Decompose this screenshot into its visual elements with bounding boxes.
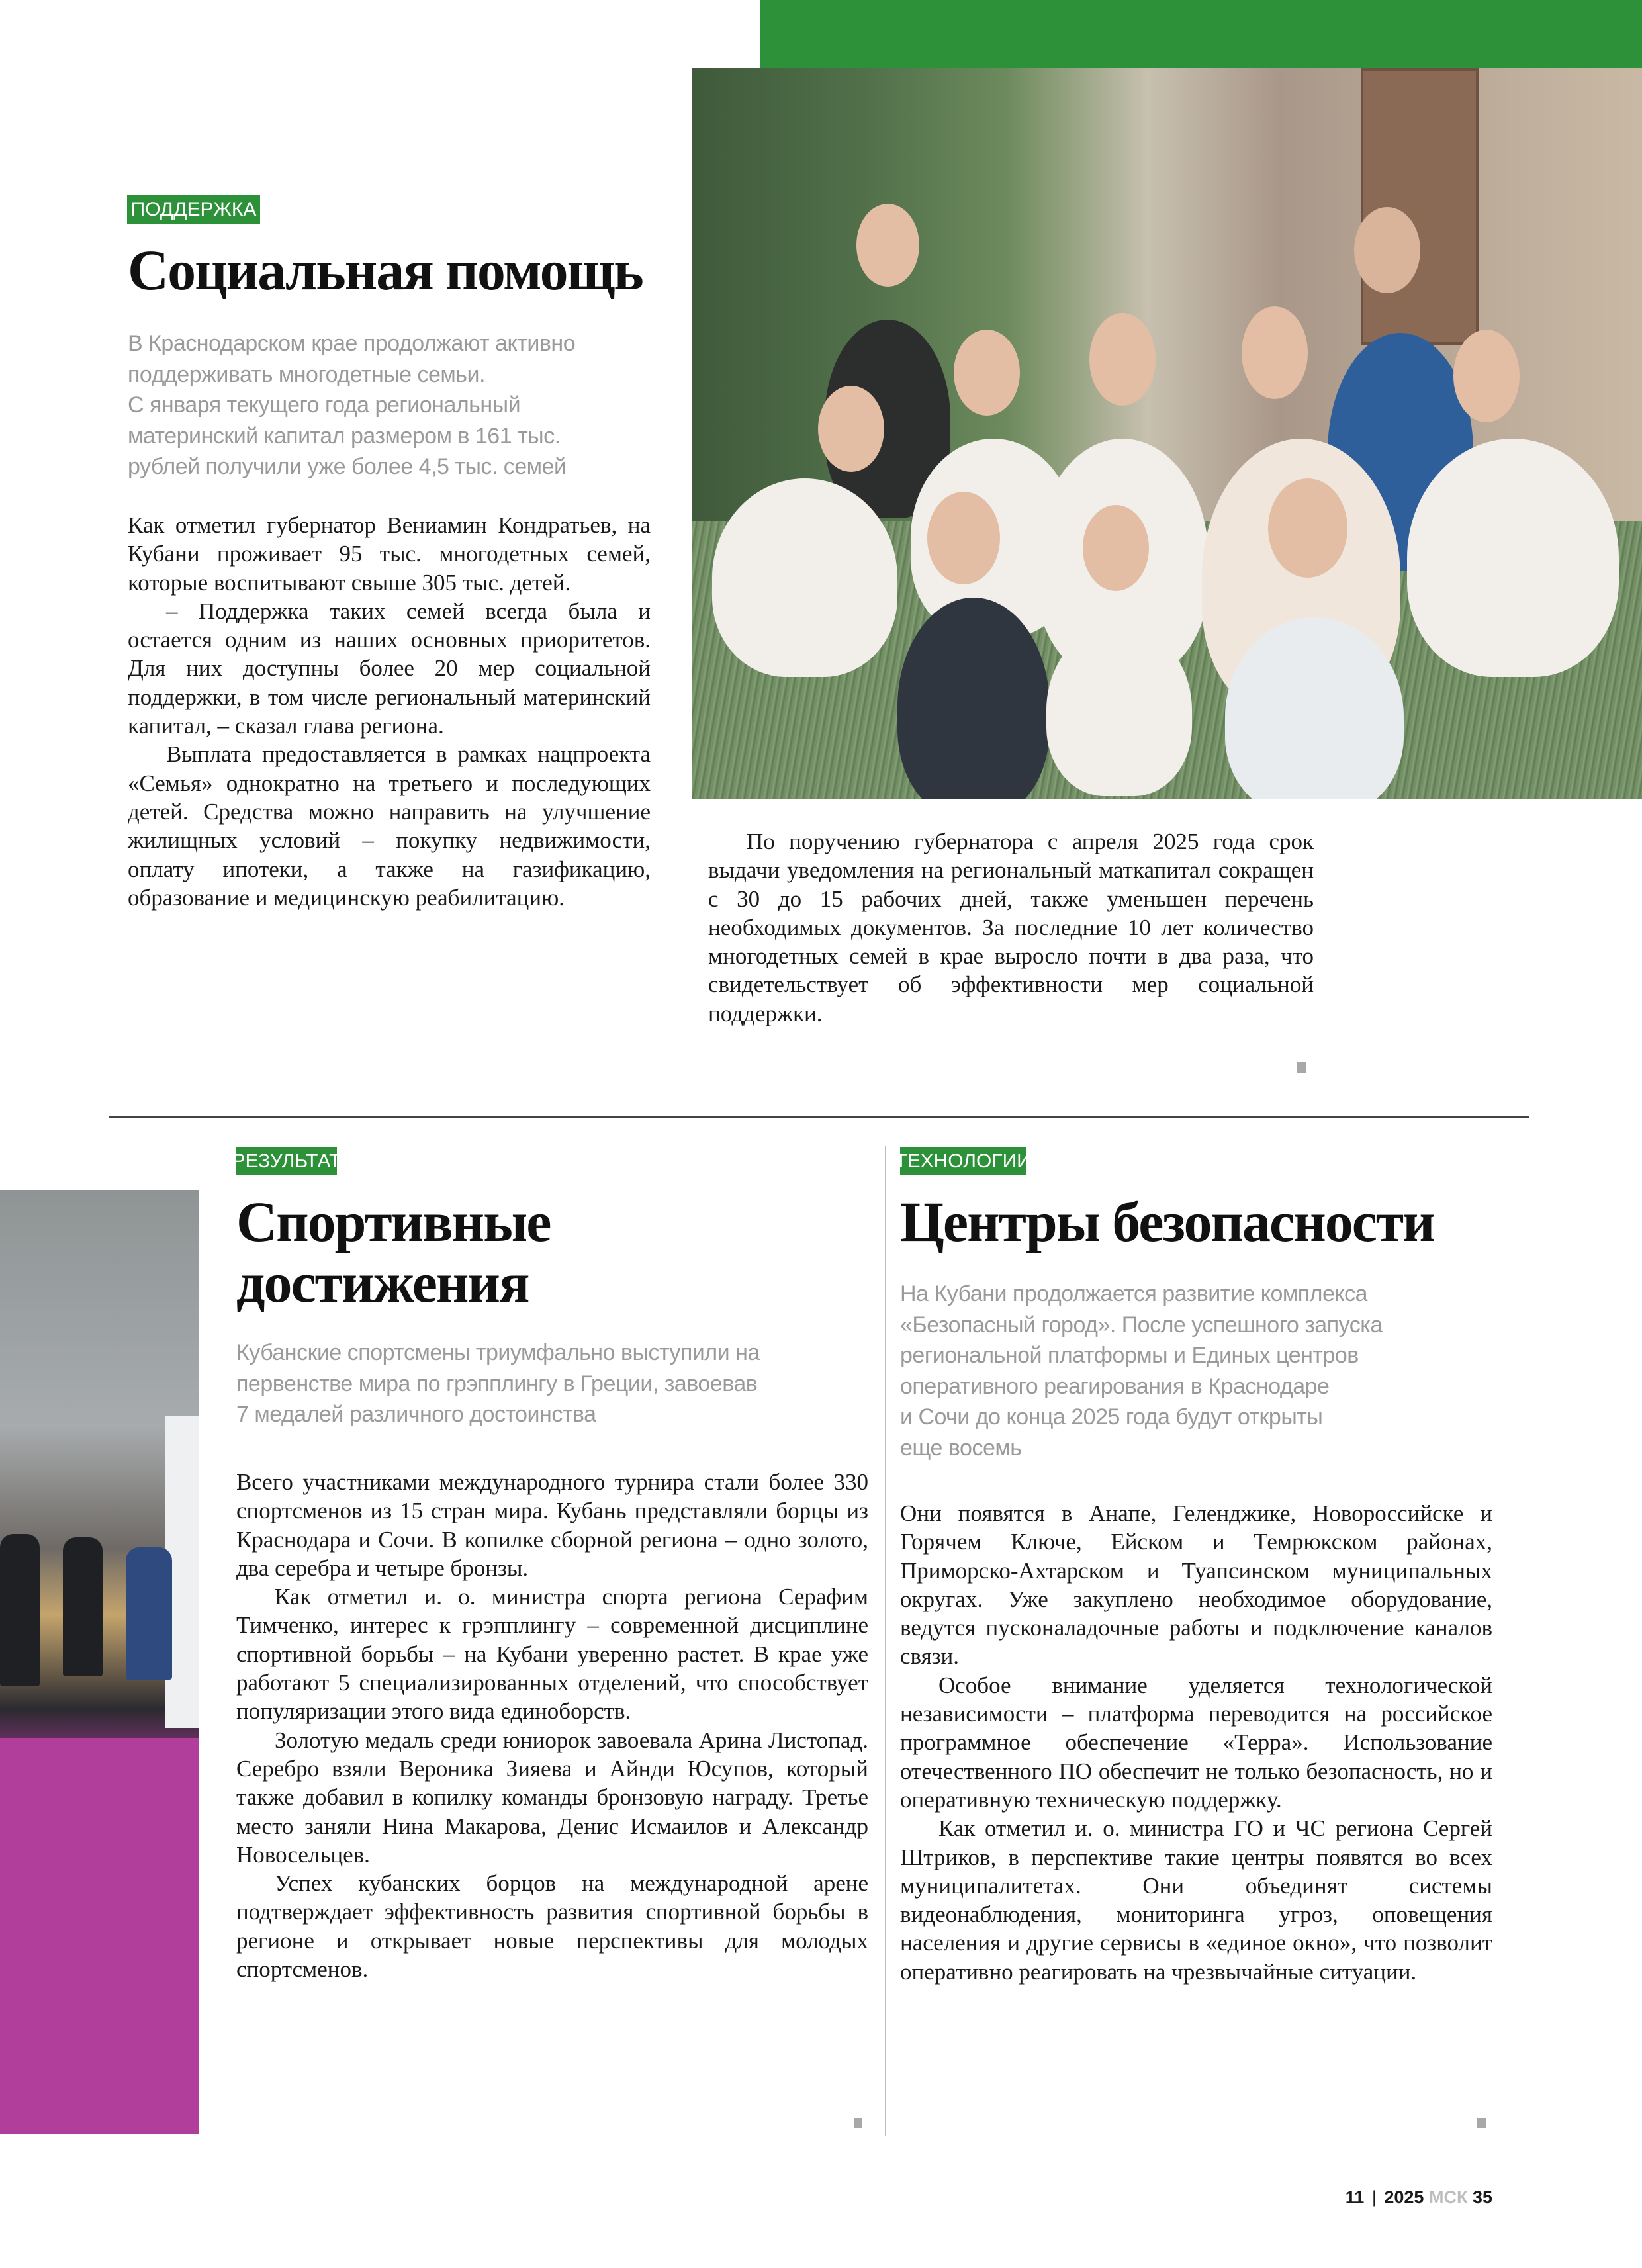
- person-figure: [1407, 439, 1619, 677]
- lead-line: оперативного реагирования в Краснодаре: [900, 1373, 1330, 1399]
- lead-line: С января текущего года региональный: [128, 392, 521, 418]
- article-body-sport: [236, 1468, 868, 1983]
- lead-line: материнский капитал размером в 161 тыс.: [128, 423, 561, 449]
- person-head: [818, 386, 884, 472]
- paragraph: Особое внимание уделяется технологической независимости – платформа переводится на российское программное обеспечение «Терра». Использование отечественного ПО обеспечит не только безопасность, но и оперативную техническую поддержку.: [900, 1672, 1492, 1813]
- article-lead-sport: [236, 1338, 872, 1430]
- article-title-sport: [236, 1191, 858, 1313]
- article-body-social-col1: [128, 511, 651, 912]
- lead-line: «Безопасный город». После успешного запуска: [900, 1312, 1383, 1338]
- paragraph: Как отметил губернатор Вениамин Кондратьев, на Кубани проживает 95 тыс. многодетных семей, которые воспитывают свыше 305 тыс. детей.: [128, 512, 651, 596]
- child-head: [1268, 478, 1347, 578]
- section-divider: [109, 1116, 1529, 1118]
- person-head: [1089, 313, 1156, 406]
- lead-line: еще восемь: [900, 1435, 1022, 1461]
- paragraph: Выплата предоставляется в рамках нацпроекта «Семья» однократно на третьего и последующих детей. Средства можно направить на улучшение жилищных условий – покупку недвижимости, оплату ипотеки, а также на газификацию, образование и медицинскую реабилитацию.: [128, 741, 651, 911]
- end-of-article-mark: [1477, 2118, 1486, 2128]
- article-lead-social: [128, 328, 670, 482]
- child-head: [927, 492, 1000, 584]
- page-footer: [1346, 2187, 1492, 2208]
- page-number: 35: [1472, 2187, 1492, 2207]
- column-divider: [885, 1146, 886, 2136]
- article-body-social-col2: [708, 827, 1314, 1028]
- section-tag-support: ПОДДЕРЖКА: [127, 195, 260, 224]
- person-head: [1242, 306, 1308, 399]
- article-body-tech: [900, 1499, 1492, 1986]
- person-figure: [712, 478, 897, 677]
- issue-number: 11: [1345, 2187, 1365, 2207]
- issue-year: 2025: [1384, 2187, 1424, 2207]
- person-head: [954, 330, 1020, 416]
- title-line: Спортивные: [236, 1190, 551, 1253]
- paragraph: Как отметил и. о. министра ГО и ЧС региона Сергей Штриков, в перспективе такие центры появятся во всех муниципалитетах. Они объединят системы видеонаблюдения, мониторинга угроз, оповещения населения и другие сервисы в «единое окно», что позволит оперативно реагировать на чрезвычайные ситуации.: [900, 1815, 1492, 1985]
- door-decor: [1361, 68, 1479, 345]
- article-title-social: Социальная помощь: [128, 238, 643, 302]
- paragraph: – Поддержка таких семей всегда была и остается одним из наших основных приоритетов. Для них доступны более 20 мер социальной поддержки, в том числе региональный материнский капитал, – сказал глава региона.: [128, 598, 651, 739]
- section-tag-technology: ТЕХНОЛОГИИ: [900, 1147, 1026, 1175]
- expo-photo: [0, 1190, 199, 2134]
- footer-separator: |: [1371, 2187, 1377, 2207]
- child-head: [1083, 505, 1149, 591]
- floor-decor: [0, 1738, 199, 2134]
- paragraph: Они появятся в Анапе, Геленджике, Новороссийске и Горячем Ключе, Ейском и Темрюкском районах, Приморско-Ахтарском и Туапсинском муниципальных округах. Уже закуплено необходимое оборудование, ведутся пусконаладочные работы и подключение каналов связи.: [900, 1500, 1492, 1670]
- lead-line: первенстве мира по грэпплингу в Греции, завоевав: [236, 1371, 758, 1396]
- lead-line: рублей получили уже более 4,5 тыс. семей: [128, 454, 567, 479]
- publication-brand: МСК: [1428, 2187, 1468, 2207]
- end-of-article-mark: [854, 2118, 862, 2128]
- lead-line: и Сочи до конца 2025 года будут открыты: [900, 1404, 1323, 1429]
- paragraph: Как отметил и. о. министра спорта региона Серафим Тимченко, интерес к грэпплингу – современной дисциплине спортивной борьбы – на Кубани уверенно растет. В крае уже работают 5 специализированных отделений, что способствует популяризации этого вида единоборств.: [236, 1584, 868, 1725]
- header-accent-bar: [760, 0, 1642, 68]
- paragraph: Золотую медаль среди юниорок завоевала Арина Листопад. Серебро взяли Вероника Зияева и Айнди Юсупов, который также добавил в копилку команды бронзовую награду. Третье место заняли Нина Макарова, Денис Исмаилов и Александр Новосельцев.: [236, 1727, 868, 1868]
- lead-line: 7 медалей различного достоинства: [236, 1402, 596, 1427]
- person-head: [1453, 330, 1520, 422]
- paragraph: Всего участниками международного турнира стали более 330 спортсменов из 15 стран мира. Кубань представляли борцы из Краснодара и Сочи. В копилке сборной региона – одно золото, два серебра и четыре бронзы.: [236, 1469, 868, 1581]
- title-line: достижения: [236, 1251, 529, 1314]
- lead-line: В Краснодарском крае продолжают активно: [128, 331, 576, 356]
- lead-line: На Кубани продолжается развитие комплекса: [900, 1281, 1368, 1306]
- end-of-article-mark: [1297, 1062, 1306, 1073]
- paragraph: Успех кубанских борцов на международной арене подтверждает эффективность развития спортивной борьбы в регионе и открывает новые перспективы для молодых спортсменов.: [236, 1870, 868, 1983]
- family-photo: [692, 68, 1642, 799]
- person-head: [1354, 207, 1420, 293]
- child-figure: [1046, 624, 1192, 796]
- lead-line: Кубанские спортсмены триумфально выступили на: [236, 1340, 760, 1365]
- visitor-figure: [0, 1534, 40, 1686]
- article-title-tech: Центры безопасности: [900, 1190, 1434, 1253]
- section-tag-result: РЕЗУЛЬТАТ: [236, 1147, 337, 1175]
- visitor-figure: [63, 1537, 103, 1676]
- article-lead-tech: [900, 1279, 1496, 1463]
- paragraph: По поручению губернатора с апреля 2025 года срок выдачи уведомления на региональный маткапитал сокращен с 30 до 15 рабочих дней, также уменьшен перечень необходимых документов. За последние 10 лет количество многодетных семей в крае выросло почти в два раза, что свидетельствует об эффективности мер социальной поддержки.: [708, 829, 1314, 1026]
- lead-line: региональной платформы и Единых центров: [900, 1343, 1359, 1368]
- visitor-figure: [126, 1547, 172, 1680]
- lead-line: поддерживать многодетные семьи.: [128, 361, 485, 387]
- person-head: [856, 204, 919, 287]
